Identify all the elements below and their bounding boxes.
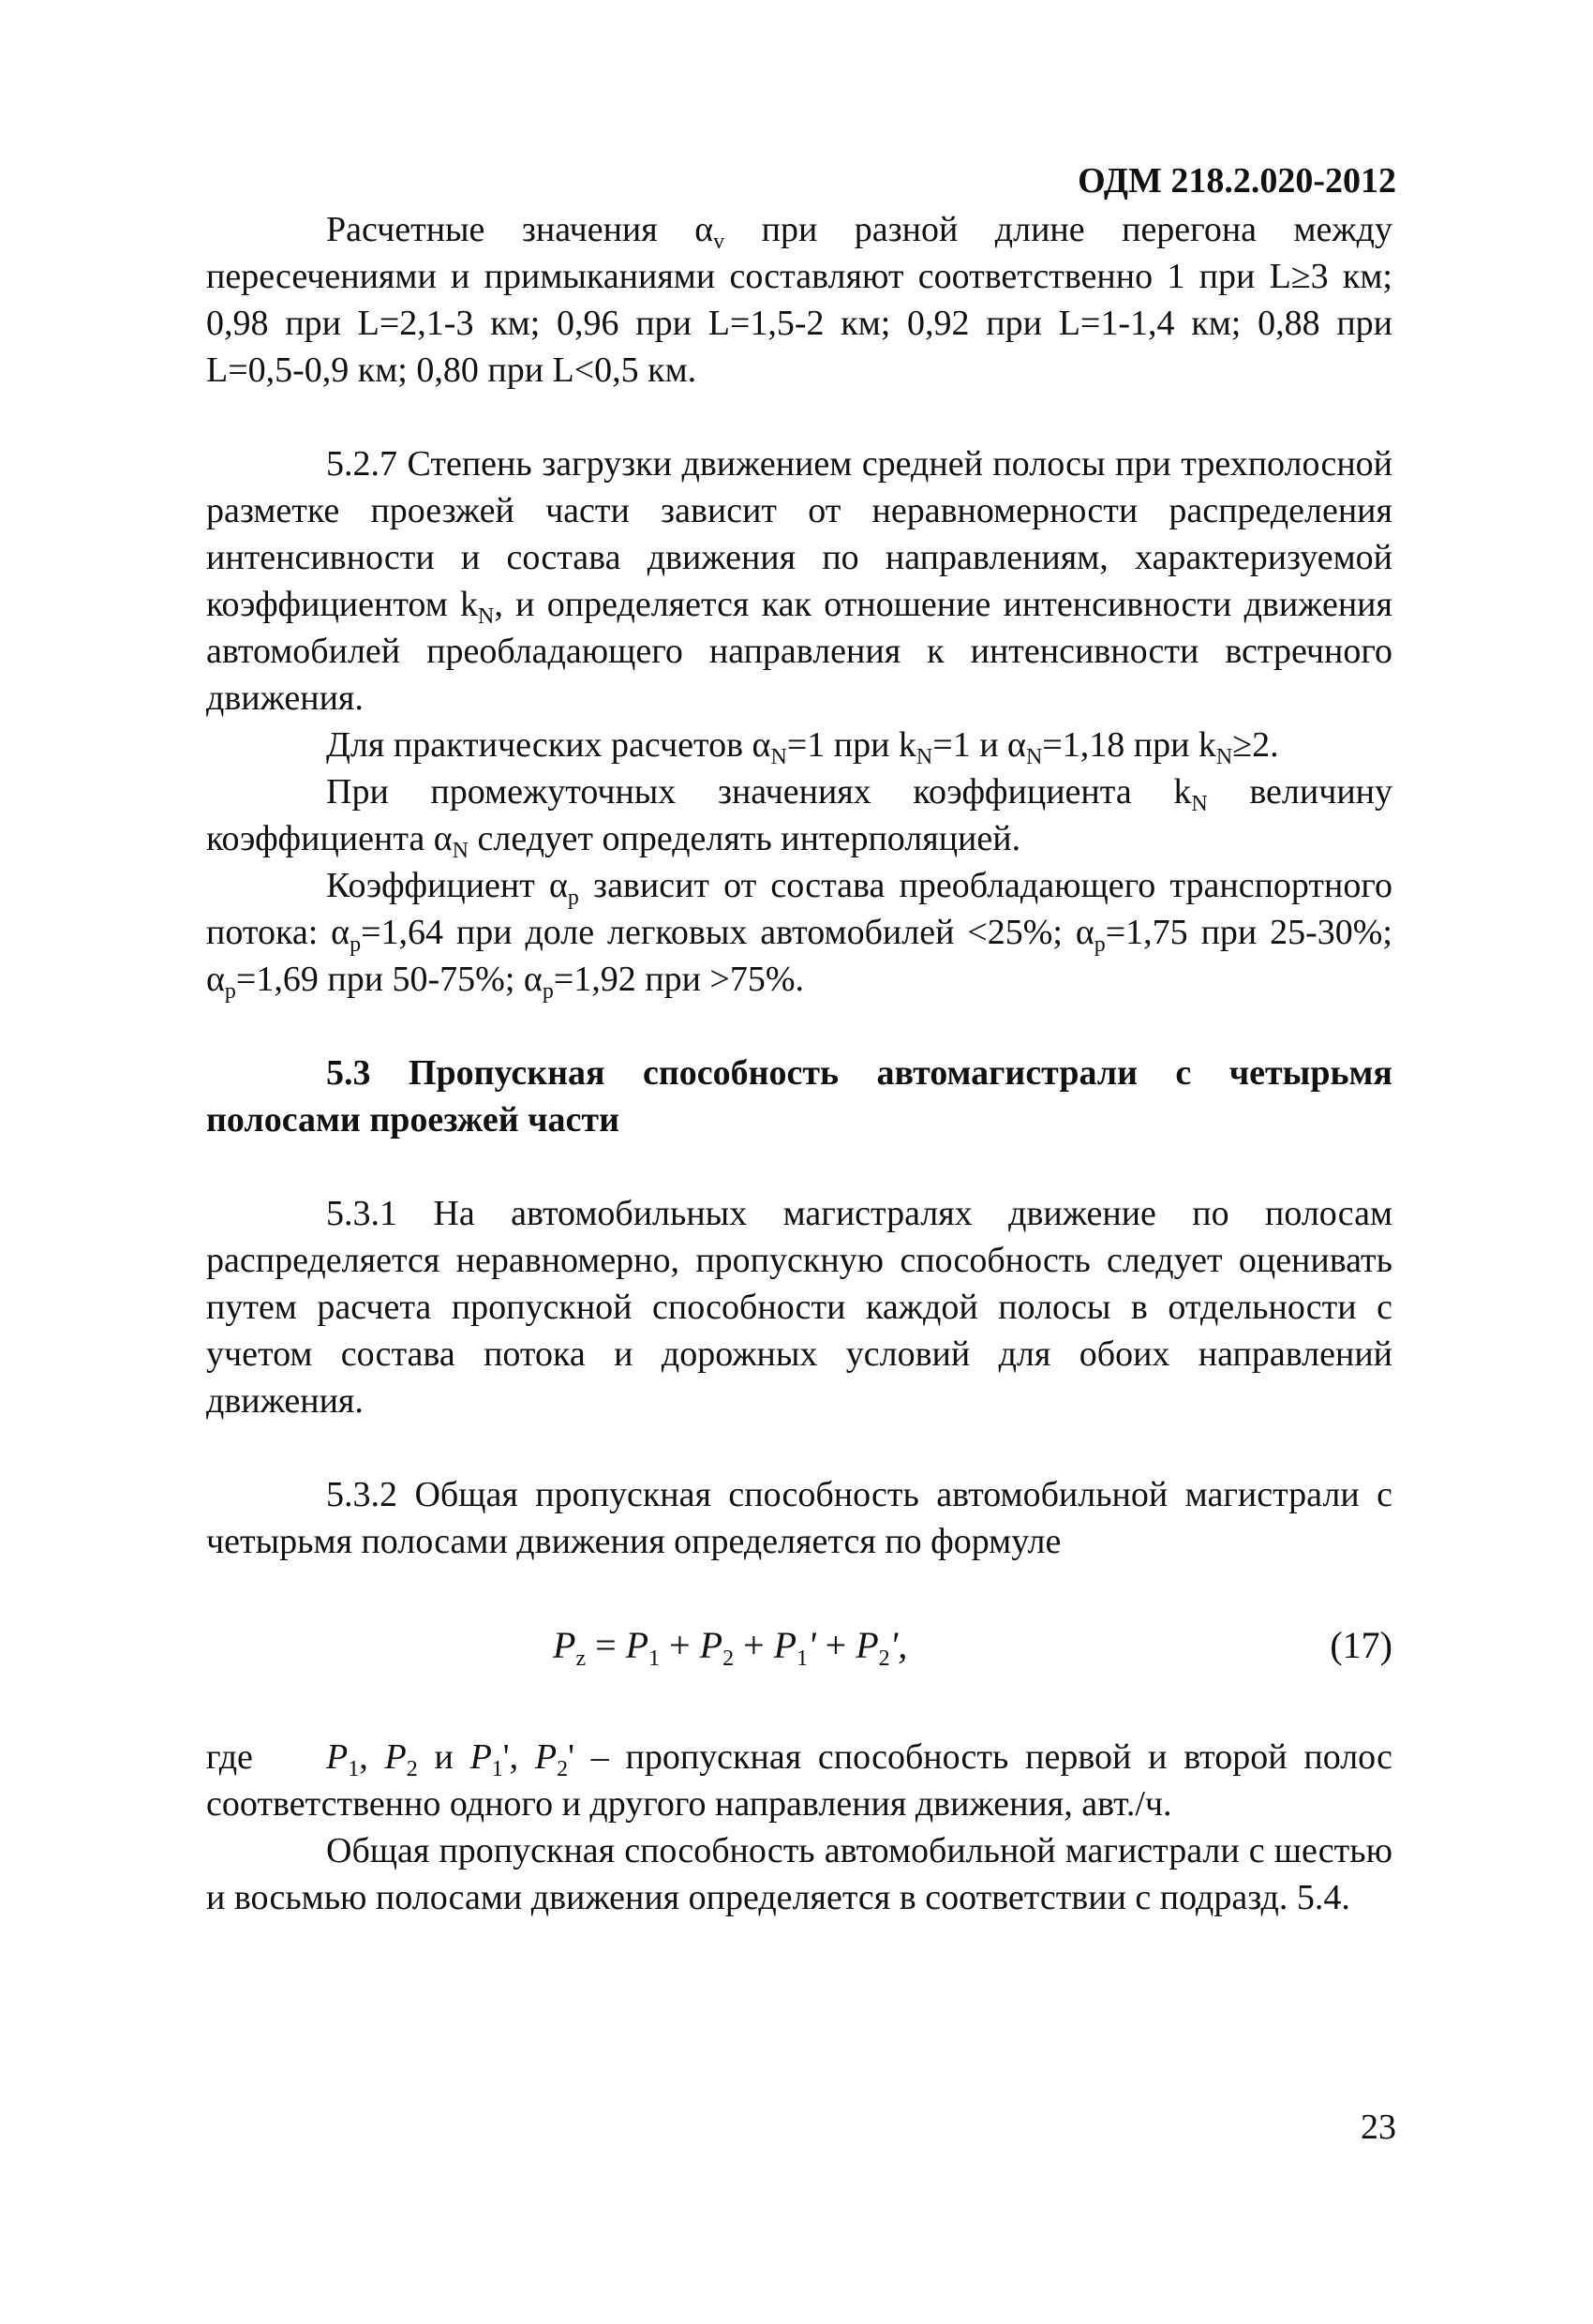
subscript: 1: [491, 1757, 503, 1781]
text-run: =1,18 при k: [1042, 725, 1216, 765]
formula-operator: +: [825, 1624, 847, 1666]
subscript: v: [713, 230, 725, 254]
subscript: N: [1215, 745, 1233, 769]
equation-number: (17): [1330, 1624, 1392, 1666]
formula-expression: [553, 1623, 908, 1671]
text-run: величину коэффициента α: [206, 772, 1393, 858]
subscript: p: [542, 979, 554, 1004]
paragraph-5-2-7: [206, 440, 1392, 722]
subscript: N: [1025, 745, 1043, 769]
subscript: 1: [348, 1757, 360, 1781]
formula-subscript: 2: [878, 1646, 890, 1671]
formula-operator: +: [669, 1624, 691, 1666]
formula-symbol: P: [856, 1624, 879, 1666]
subscript: N: [1191, 792, 1208, 816]
variable: P: [326, 1737, 349, 1777]
text-run: =1,75 при 25-30%; α: [206, 913, 1392, 999]
text-run: и: [417, 1737, 470, 1777]
text-run: =1 при k: [786, 725, 916, 765]
formula-subscript: z: [575, 1646, 587, 1671]
paragraph-alpha-v-values: [206, 206, 1392, 394]
subscript: N: [916, 745, 933, 769]
text-run: – пропускная способность первой и второй полос соответственно одного и другого направления движения, авт./ч.: [206, 1737, 1392, 1824]
text-run: Для практических расчетов α: [326, 725, 771, 765]
paragraph-5-3-1: 5.3.1 На автомобильных магистралях движение по полосам распределяется неравномерно, пропускную способность следует оценивать путем расчета пропускной способности каждой полосы в отдельности с учетом состава потока и дорожных условий для обоих направлений движения.: [206, 1194, 1392, 1421]
formula-subscript: 2: [722, 1646, 735, 1671]
subscript: p: [567, 886, 579, 910]
formula-operator: =: [595, 1624, 617, 1666]
text-run: Коэффициент α: [326, 866, 568, 905]
subscript: 2: [557, 1757, 569, 1781]
subscript: N: [478, 604, 495, 629]
variable: P: [384, 1737, 407, 1777]
text-run: =1,92 при >75%.: [553, 960, 804, 999]
text-run: =1 и α: [932, 725, 1026, 765]
page-number: 23: [1361, 2108, 1396, 2147]
paragraph-interpolation: [206, 768, 1392, 862]
text-run: ≥2.: [1232, 725, 1279, 765]
text-run: следует определять интерполяцией.: [469, 819, 1021, 858]
paragraph-practical-calculations: [206, 722, 1392, 768]
formula-symbol: P: [699, 1624, 723, 1666]
subscript: p: [1094, 932, 1106, 957]
text-run: ,: [359, 1737, 385, 1777]
formula-symbol: P: [773, 1624, 797, 1666]
formula-operator: +: [743, 1624, 765, 1666]
subscript: N: [452, 839, 469, 863]
text-run: =1,69 при 50-75%; α: [235, 960, 543, 999]
text-run: При промежуточных значениях коэффициента k: [326, 772, 1192, 812]
text-run: при разной длине перегона между пересечениями и примыканиями составляют соответственно 1 при L≥3 км; 0,98 при L=2,1-3 км; 0,96 при L=1,5-2 км; 0,92 при L=1-1,4 км; 0,88 при L=0,5-0,9 км; 0,80 при L<0,5 км.: [206, 210, 1393, 390]
text-run: зависит от состава преобладающего транспортного потока: α: [206, 866, 1392, 952]
document-body: [206, 206, 1392, 1921]
subscript: p: [350, 932, 362, 957]
formula-prime: ',: [889, 1624, 908, 1666]
subscript: N: [770, 745, 787, 769]
text-run: =1,64 при доле легковых автомобилей <25%; α: [361, 913, 1094, 952]
formula-17: [206, 1606, 1392, 1691]
variable: P: [469, 1737, 492, 1777]
where-label: где: [206, 1737, 253, 1777]
text-run: ',: [502, 1737, 535, 1777]
text-run: , и определяется как отношение интенсивности движения автомобилей преобладающего направления к интенсивности встречного движения.: [206, 585, 1392, 718]
document-code: ОДМ 218.2.020-2012: [1078, 161, 1396, 201]
text-run: ': [568, 1737, 574, 1777]
subscript: p: [224, 979, 236, 1004]
formula-subscript: 1: [796, 1646, 809, 1671]
section-heading-5-3: 5.3 Пропускная способность автомагистрали с четырьмя полосами проезжей части: [206, 1053, 1392, 1140]
formula-symbol: P: [625, 1624, 649, 1666]
text-run: 5.2.7 Степень загрузки движением средней полосы при трехполосной разметке проезжей части зависит от неравномерности распределения интенсивности и состава движения по направлениям, характеризуемой коэффициентом k: [206, 444, 1392, 624]
text-run: Расчетные значения α: [326, 210, 714, 249]
formula-subscript: 1: [648, 1646, 661, 1671]
paragraph-six-eight-lanes: Общая пропускная способность автомобильной магистрали с шестью и восьмью полосами движения определяется в соответствии с подразд. 5.4.: [206, 1831, 1392, 1917]
paragraph-alpha-p: [206, 862, 1392, 1003]
formula-prime: ': [808, 1624, 816, 1666]
paragraph-where-definition: [206, 1734, 1392, 1827]
variable: P: [534, 1737, 558, 1777]
subscript: 2: [406, 1757, 418, 1781]
paragraph-5-3-2: 5.3.2 Общая пропускная способность автомобильной магистрали с четырьмя полосами движения определяется по формуле: [206, 1475, 1392, 1561]
formula-symbol: P: [553, 1624, 576, 1666]
